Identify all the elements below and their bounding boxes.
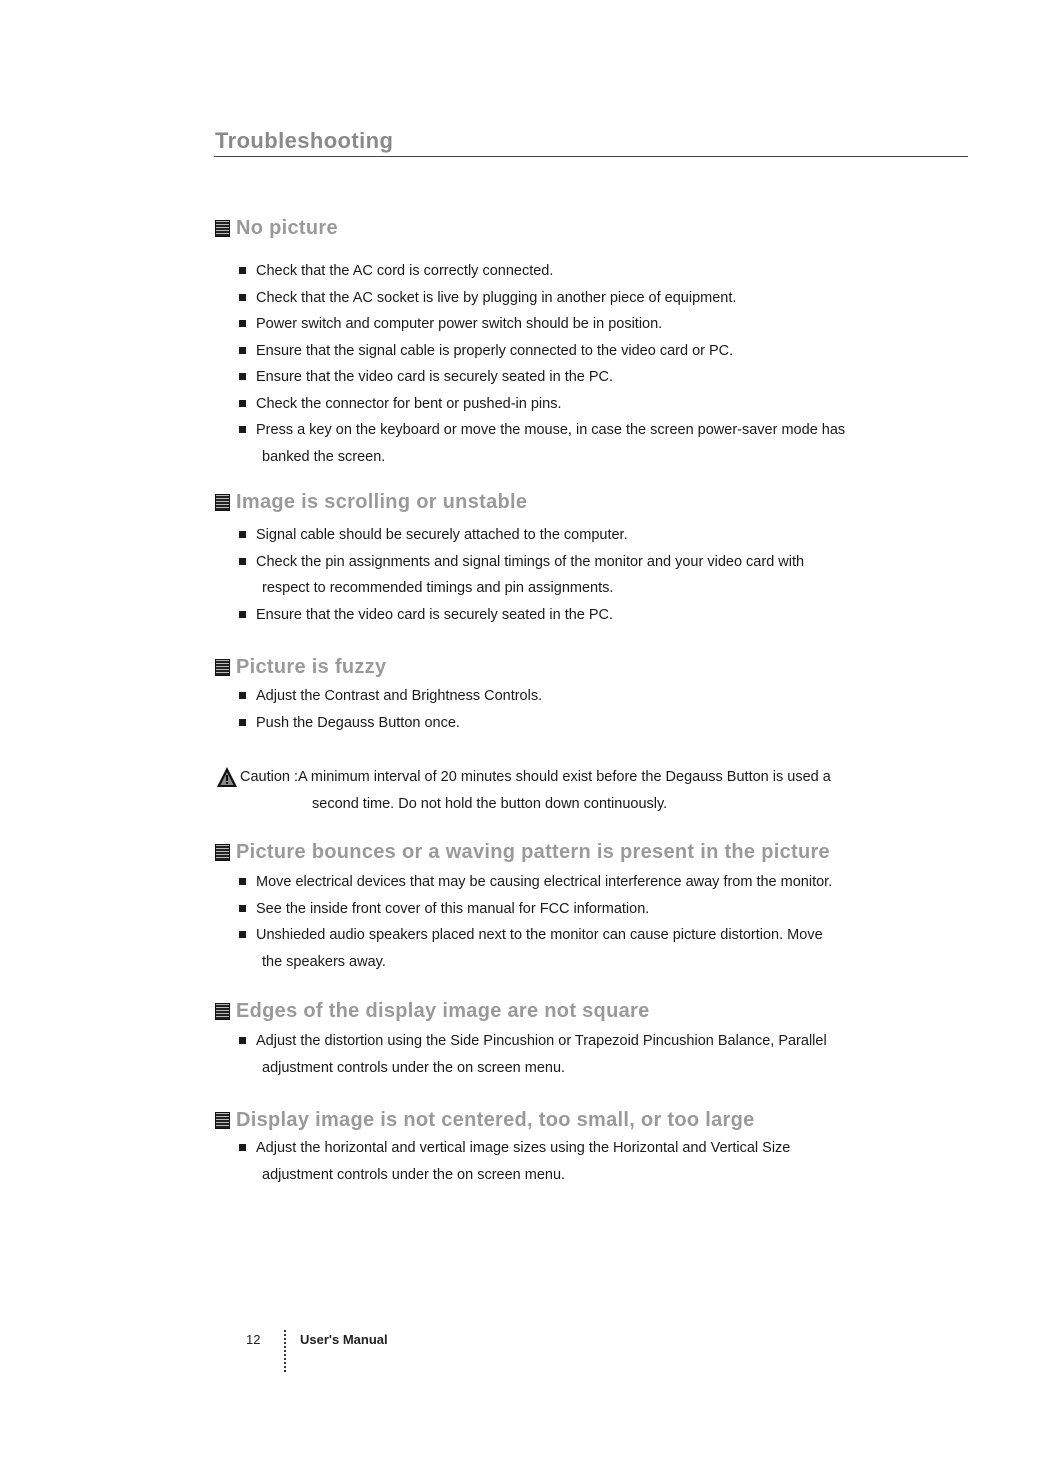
list-item bbox=[239, 922, 832, 975]
list-item-text: Ensure that the signal cable is properly connected to the video card or PC. bbox=[256, 342, 734, 359]
caution-line-1: Caution :A minimum interval of 20 minutes should exist before the Degauss Button is used a bbox=[240, 769, 831, 785]
list-item-text: Unshieded audio speakers placed next to the monitor can cause picture distortion. Move bbox=[256, 927, 823, 943]
list-item-text: Ensure that the video card is securely seated in the PC. bbox=[256, 369, 614, 385]
warning-triangle-icon bbox=[216, 766, 238, 788]
list-item-text: Adjust the horizontal and vertical image sizes using the Horizontal and Vertical Size bbox=[256, 1140, 791, 1156]
section-heading bbox=[215, 840, 830, 864]
square-bullet-icon bbox=[239, 347, 246, 354]
section-marker-icon bbox=[215, 1003, 230, 1020]
list-item bbox=[239, 869, 832, 896]
square-bullet-icon bbox=[239, 400, 246, 407]
list-item-text: Push the Degauss Button once. bbox=[256, 714, 460, 731]
list-item-text: Power switch and computer power switch should be in position. bbox=[256, 316, 663, 332]
list-item bbox=[239, 338, 845, 365]
list-item-text: See the inside front cover of this manual for FCC information. bbox=[256, 900, 650, 917]
square-bullet-icon bbox=[239, 878, 246, 885]
section-heading-text: Edges of the display image are not square bbox=[236, 999, 650, 1022]
page-number: 12 bbox=[246, 1332, 261, 1347]
list-item-text: Check the pin assignments and signal timings of the monitor and your video card with bbox=[256, 553, 805, 570]
square-bullet-icon bbox=[239, 905, 246, 912]
list-item bbox=[239, 602, 804, 629]
list-item-continuation: respect to recommended timings and pin assignments. bbox=[262, 580, 614, 596]
list-item bbox=[239, 364, 845, 391]
page-title: Troubleshooting bbox=[215, 128, 394, 153]
bullet-list bbox=[239, 1135, 790, 1188]
list-item bbox=[239, 285, 845, 312]
section-heading-text: Picture bounces or a waving pattern is present in the picture bbox=[236, 840, 830, 863]
list-item bbox=[239, 683, 542, 710]
list-item-continuation: adjustment controls under the on screen menu. bbox=[262, 1166, 566, 1183]
section-heading-text: Picture is fuzzy bbox=[236, 655, 387, 678]
list-item bbox=[239, 258, 845, 285]
section-heading bbox=[215, 216, 338, 240]
square-bullet-icon bbox=[239, 558, 246, 565]
square-bullet-icon bbox=[239, 931, 246, 938]
section-marker-icon bbox=[215, 1112, 230, 1129]
section-marker-icon bbox=[215, 844, 230, 861]
section-heading-text: Display image is not centered, too small, or too large bbox=[236, 1108, 755, 1131]
section-heading bbox=[215, 1108, 755, 1132]
footer-divider bbox=[284, 1330, 286, 1372]
square-bullet-icon bbox=[239, 267, 246, 274]
bullet-list bbox=[239, 683, 542, 736]
section-marker-icon bbox=[215, 494, 230, 511]
list-item-continuation: banked the screen. bbox=[262, 448, 386, 465]
list-item bbox=[239, 1028, 827, 1081]
list-item-text: Signal cable should be securely attached to the computer. bbox=[256, 527, 628, 543]
list-item-continuation: adjustment controls under the on screen menu. bbox=[262, 1059, 566, 1076]
list-item-text: Check that the AC cord is correctly connected. bbox=[256, 263, 554, 279]
footer-label: User's Manual bbox=[300, 1332, 388, 1347]
list-item-text: Press a key on the keyboard or move the mouse, in case the screen power-saver mode has bbox=[256, 422, 846, 438]
square-bullet-icon bbox=[239, 1144, 246, 1151]
list-item-text: Move electrical devices that may be causing electrical interference away from the monitor. bbox=[256, 874, 833, 890]
caution-line-2: second time. Do not hold the button down continuously. bbox=[312, 795, 668, 812]
section-heading bbox=[215, 490, 527, 514]
square-bullet-icon bbox=[239, 719, 246, 726]
list-item-text: Check the connector for bent or pushed-in pins. bbox=[256, 395, 562, 412]
list-item bbox=[239, 391, 845, 418]
section-marker-icon bbox=[215, 659, 230, 676]
section-marker-icon bbox=[215, 220, 230, 237]
bullet-list bbox=[239, 522, 804, 628]
title-underline bbox=[214, 156, 968, 157]
square-bullet-icon bbox=[239, 692, 246, 699]
list-item bbox=[239, 710, 542, 737]
list-item bbox=[239, 417, 845, 470]
square-bullet-icon bbox=[239, 320, 246, 327]
square-bullet-icon bbox=[239, 294, 246, 301]
list-item-text: Ensure that the video card is securely seated in the PC. bbox=[256, 606, 614, 623]
list-item-text: Adjust the distortion using the Side Pincushion or Trapezoid Pincushion Balance, Parallel bbox=[256, 1033, 827, 1049]
list-item bbox=[239, 1135, 790, 1188]
list-item-text: Check that the AC socket is live by plugging in another piece of equipment. bbox=[256, 289, 737, 306]
list-item bbox=[239, 522, 804, 549]
square-bullet-icon bbox=[239, 531, 246, 538]
bullet-list bbox=[239, 1028, 827, 1081]
caution-note bbox=[216, 764, 956, 817]
bullet-list bbox=[239, 869, 832, 975]
list-item bbox=[239, 549, 804, 602]
section-heading-text: Image is scrolling or unstable bbox=[236, 490, 528, 513]
section-heading bbox=[215, 655, 386, 679]
square-bullet-icon bbox=[239, 1037, 246, 1044]
square-bullet-icon bbox=[239, 426, 246, 433]
section-heading-text: No picture bbox=[236, 216, 338, 239]
section-heading bbox=[215, 999, 650, 1023]
bullet-list bbox=[239, 258, 845, 470]
list-item bbox=[239, 896, 832, 923]
list-item-text: Adjust the Contrast and Brightness Controls. bbox=[256, 688, 543, 704]
list-item-continuation: the speakers away. bbox=[262, 953, 386, 970]
list-item bbox=[239, 311, 845, 338]
square-bullet-icon bbox=[239, 611, 246, 618]
square-bullet-icon bbox=[239, 373, 246, 380]
